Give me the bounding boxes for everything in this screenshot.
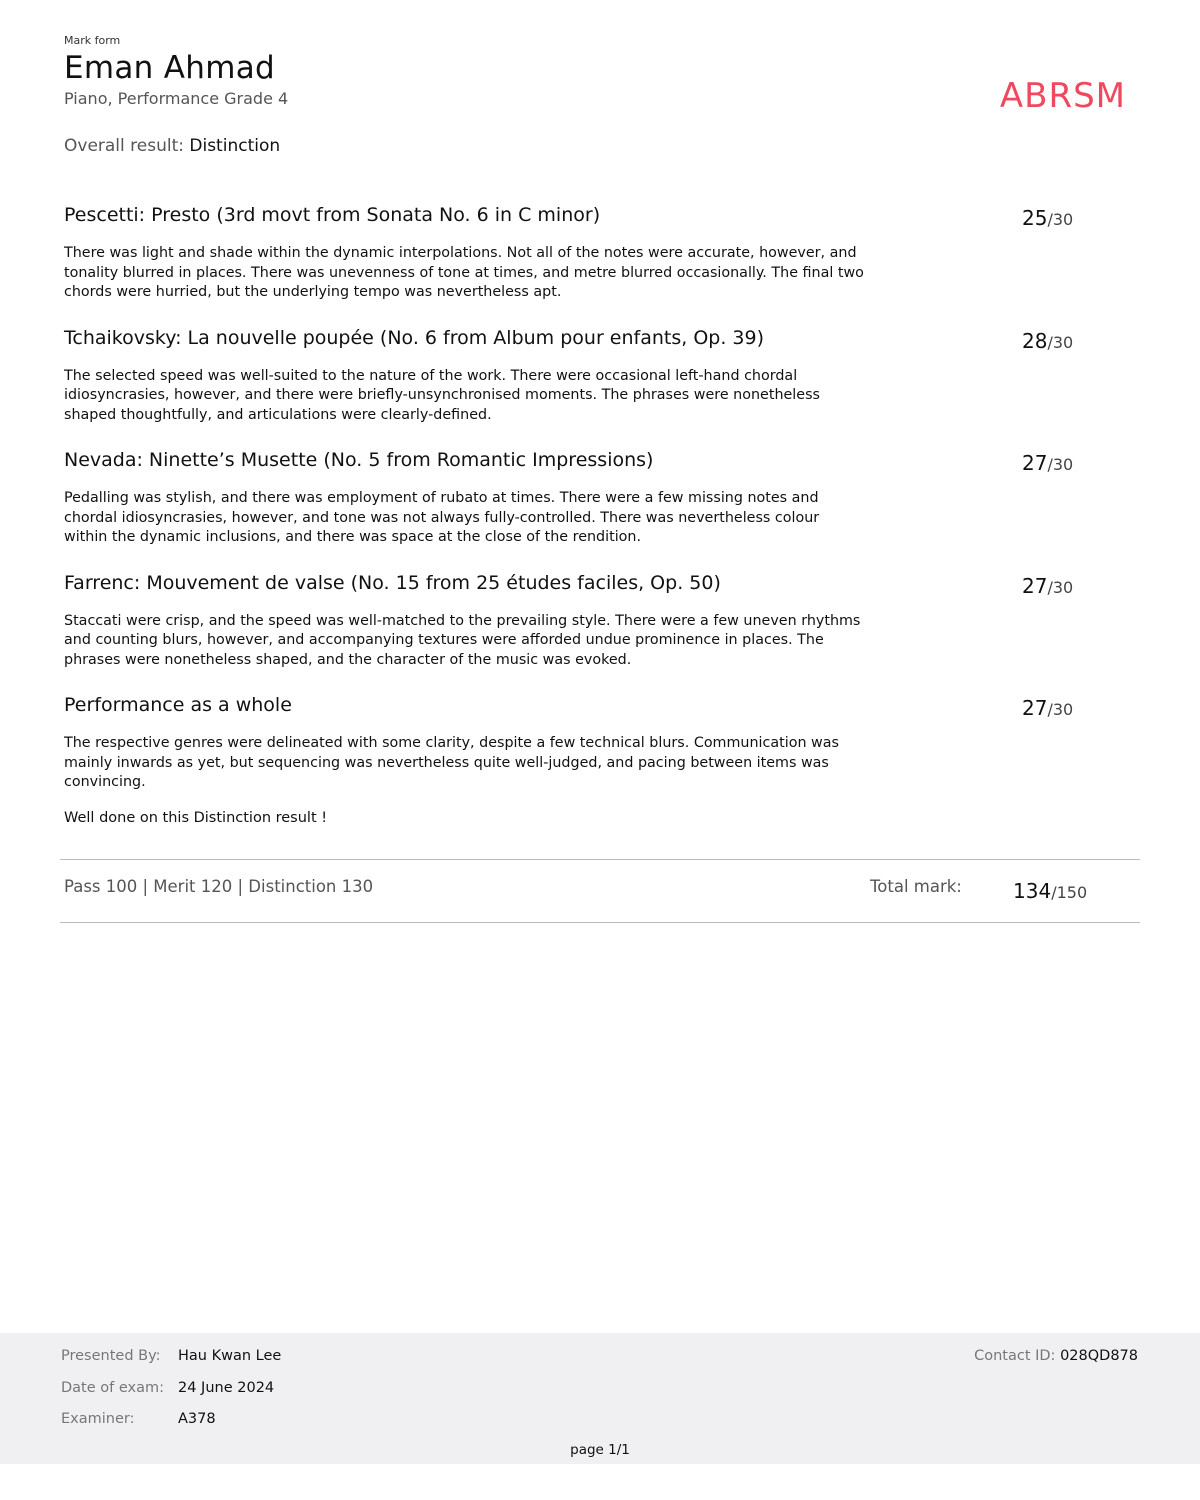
presented-by-row <box>61 1348 281 1364</box>
mark-section <box>64 690 1140 813</box>
total-mark-label: Total mark: <box>870 877 962 896</box>
mark-sections <box>64 200 1140 813</box>
overall-result-value: Distinction <box>189 136 281 156</box>
examiner-comment: Staccati were crisp, and the speed was well-matched to the prevailing style. There were a few uneven rhythms and counting blurs, however, and accompanying textures were afforded undue prominence in places. The phrases were nonetheless shaped, and the character of the music was evoked. <box>64 612 861 668</box>
examiner-comment: Pedalling was stylish, and there was employment of rubato at times. There were a few missing notes and chordal idiosyncrasies, however, and tone was not always fully-controlled. There was nevertheless colour within the dynamic inclusions, and there was space at the close of the rendition. <box>64 490 820 545</box>
exam-date-row <box>61 1380 274 1396</box>
abrsm-logo: ABRSM <box>999 76 1126 116</box>
piece-mark <box>1022 451 1073 475</box>
piece-mark <box>1022 206 1073 230</box>
footer <box>0 1333 1200 1464</box>
grade-thresholds: Pass 100 | Merit 120 | Distinction 130 <box>64 877 374 896</box>
mark-value: 27 <box>1022 451 1048 475</box>
piece-title: Tchaikovsky: La nouvelle poupée (No. 6 from Album pour enfants, Op. 39) <box>64 326 765 349</box>
overall-result-label: Overall result: <box>64 136 184 156</box>
piece-title: Performance as a whole <box>64 694 292 716</box>
piece-title: Pescetti: Presto (3rd movt from Sonata No. 6 in C minor) <box>64 204 601 226</box>
mark-section <box>64 200 1140 323</box>
overall-result <box>64 136 280 156</box>
examiner-label: Examiner: <box>61 1411 135 1427</box>
mark-value: 27 <box>1022 573 1048 598</box>
mark-value: 27 <box>1022 696 1048 720</box>
exam-date-value: 24 June 2024 <box>178 1380 275 1396</box>
mark-out-of: /30 <box>1047 455 1074 474</box>
mark-value: 25 <box>1022 206 1048 230</box>
mark-section <box>64 445 1140 568</box>
total-mark <box>1013 879 1087 903</box>
divider <box>60 859 1140 860</box>
exam-date-label: Date of exam: <box>61 1380 164 1396</box>
piece-mark <box>1022 696 1073 720</box>
mark-section <box>64 568 1140 691</box>
mark-out-of: /30 <box>1047 700 1074 719</box>
total-mark-out-of: /150 <box>1051 883 1088 902</box>
mark-out-of: /30 <box>1047 577 1074 597</box>
divider <box>60 922 1140 923</box>
mark-out-of: /30 <box>1047 210 1074 229</box>
presented-by-label: Presented By: <box>61 1348 161 1364</box>
total-mark-value: 134 <box>1013 879 1052 903</box>
examiner-value: A378 <box>178 1411 216 1427</box>
mark-value: 28 <box>1022 328 1048 353</box>
subject: Piano, Performance Grade 4 <box>64 89 289 108</box>
page-number: page 1/1 <box>570 1442 630 1458</box>
closing-note: Well done on this Distinction result ! <box>64 810 328 826</box>
examiner-comment: There was light and shade within the dynamic interpolations. Not all of the notes were accurate, however, and tonality blurred in places. There was unevenness of tone at times, and metre blurred occasionally. The final two chords were hurried, but the underlying tempo was nevertheless apt. <box>64 245 864 300</box>
page-label: Mark form <box>64 34 121 47</box>
piece-mark <box>1022 574 1073 598</box>
piece-title: Farrenc: Mouvement de valse (No. 15 from 25 études faciles, Op. 50) <box>64 571 721 594</box>
mark-section <box>64 323 1140 446</box>
examiner-comment: The selected speed was well-suited to the nature of the work. There were occasional left-hand chordal idiosyncrasies, however, and there were briefly-unsynchronised moments. The phrases were nonetheless shaped thoughtfully, and articulations were clearly-defined. <box>64 367 820 423</box>
candidate-name: Eman Ahmad <box>64 50 276 86</box>
contact-id <box>974 1348 1138 1364</box>
presented-by-value: Hau Kwan Lee <box>178 1348 282 1364</box>
examiner-comment: The respective genres were delineated with some clarity, despite a few technical blurs. Communication was mainly inwards as yet, but sequencing was nevertheless quite well-judged, and pacing between items was convincing. <box>64 735 839 790</box>
contact-id-label: Contact ID: <box>974 1348 1056 1364</box>
contact-id-value: 028QD878 <box>1060 1348 1138 1364</box>
mark-out-of: /30 <box>1047 332 1074 352</box>
piece-title: Nevada: Ninette’s Musette (No. 5 from Romantic Impressions) <box>64 449 654 471</box>
examiner-row <box>61 1411 216 1427</box>
piece-mark <box>1022 329 1073 353</box>
